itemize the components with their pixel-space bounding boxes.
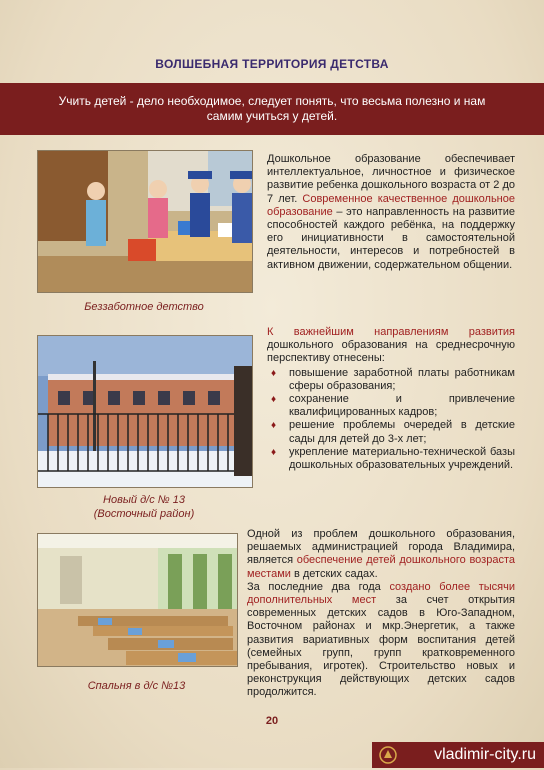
list-item: ♦ укрепление материально-технической базы дошкольных образовательных учреждений. bbox=[271, 445, 515, 472]
page-title: ВОЛШЕБНАЯ ТЕРРИТОРИЯ ДЕТСТВА bbox=[155, 57, 389, 71]
section1-paragraph: Дошкольное образование обеспечивает интеллектуальное, личностное и физическое развитие ребенка дошкольного возраста от 2 до 7 лет. Современное качественное дошкольное образование – это направленность на развитие способностей каждого ребёнка, на поддержку его инициативности в самостоятельной деятельности, интересов и потребностей в активном движении, содержательном общении. bbox=[267, 153, 515, 271]
photo-caption: Новый д/с № 13 (Восточный район) bbox=[93, 494, 195, 520]
list-item: ♦ решение проблемы очередей в детские сады для детей до 3-х лет; bbox=[271, 419, 515, 445]
diamond-bullet-icon: ♦ bbox=[271, 367, 277, 379]
quote-banner: Учить детей - дело необходимое, следует понять, что весьма полезно и нам самим учиться у детей. bbox=[0, 83, 544, 135]
site-link[interactable]: vladimir-city.ru bbox=[434, 746, 536, 763]
photo-caption: Беззаботное детство bbox=[84, 301, 204, 313]
footer-bar bbox=[372, 742, 544, 768]
section3-block: Одной из проблем дошкольного образования, решаемых администрацией города Владимира, является обеспечение детей дошкольного возраста местами в детских садах. За последние два года создано более тысячи дополнительных мест за счет открытия современных детских садов в Юго-Западном, Восточном районах и мкр.Энергетик, а также развития вариативных форм воспитания детей (семейных групп, групп кратковременного пребывания, игротек). Строительство новых и реконструкция действующих детских садов продолжится. bbox=[247, 528, 515, 699]
photo-caption: Спальня в д/с №13 bbox=[87, 680, 186, 692]
diamond-bullet-icon: ♦ bbox=[271, 420, 277, 432]
diamond-bullet-icon: ♦ bbox=[271, 446, 277, 458]
city-logo-icon bbox=[378, 745, 398, 765]
page-number: 20 bbox=[265, 715, 279, 727]
list-item: ♦ сохранение и привлечение квалифицированных кадров; bbox=[271, 393, 515, 419]
diamond-bullet-icon: ♦ bbox=[271, 394, 277, 406]
section2-block: К важнейшим направлениям развития дошкольного образования на среднесрочную перспективу отнесены: ♦ повышение заработной платы работникам сферы образования; ♦ сохранение и привлечение квалифицированных кадров; ♦ решение проблемы очередей в детские сады для детей до 3-х лет; ♦ укрепление материально-технической базы дошкольных образовательных учреждений. bbox=[267, 326, 515, 472]
photo-kindergarten-building bbox=[37, 335, 253, 488]
photo-children-playing bbox=[37, 150, 253, 293]
photo-bedroom bbox=[37, 533, 238, 667]
list-item: ♦ повышение заработной платы работникам сферы образования; bbox=[271, 366, 515, 392]
